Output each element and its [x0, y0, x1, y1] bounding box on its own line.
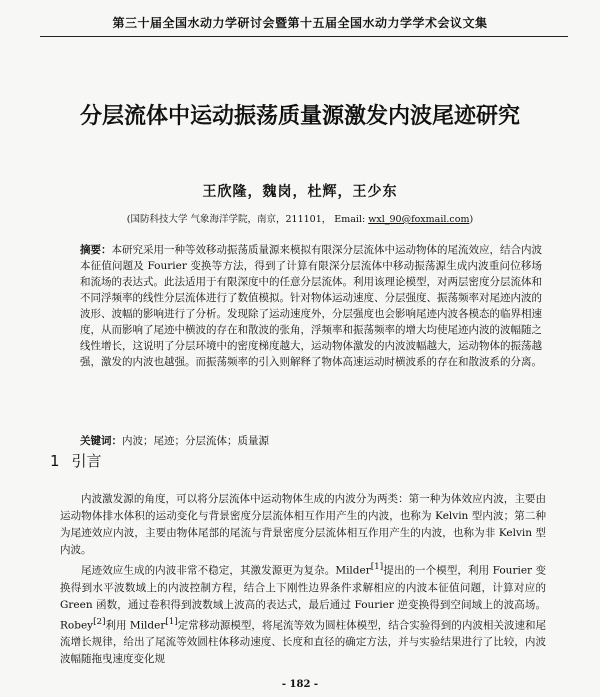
citation-ref[interactable]: [1]	[370, 562, 384, 572]
abstract-label: 摘要：	[80, 244, 112, 256]
paper-authors: 王欣隆，魏岗，杜辉，王少东	[202, 184, 398, 200]
citation-ref[interactable]: [1]	[165, 616, 178, 627]
body-paragraph	[60, 559, 546, 668]
section-number: 1	[50, 452, 60, 470]
affiliation-end: )	[469, 214, 474, 225]
keywords-text: 内波；尾迹；分层流体；质量源	[122, 435, 269, 447]
section-heading	[50, 450, 102, 471]
paper-title: 分层流体中运动振荡质量源激发内波尾迹研究	[79, 104, 520, 129]
affiliation-text: (国防科技大学 气象海洋学院，南京，211101， Email:	[126, 214, 369, 225]
paragraph-text: 利用 Milder	[105, 619, 166, 631]
header-rule	[40, 36, 568, 37]
citation-ref[interactable]: [2]	[93, 616, 106, 627]
page-number: - 182 -	[281, 679, 319, 690]
abstract-text: 本研究采用一种等效移动振荡质量源来模拟有限深分层流体中运动物体的尾流效应，结合内波本征值问题及 Fourier 变换等方法，得到了计算有限深分层流体中移动振荡源生成内波重问位移场和流场的表达式。此法适用于有限深度中的任意分层流体。利用该理论模型，对两层密度分层流体和不同浮频率的线性分层流体进行了数值模拟。针对物体运动速度、分层强度、振荡频率对尾迹内波的波形、波幅的影响进行了分析。发现除了运动速度外，分层强度也会影响尾迹内波各模态的临界相速度，从而影响了尾迹中横波的存在和散波的张角，浮频率和振荡频率的增大均使尾迹内波的波幅随之线性增长，这说明了分层环境中的密度梯度越大，运动物体激发的内波波幅越大，运动物体的振荡越强，激发的内波也越强。而振荡频率的引入则解释了物体高速运动时横波系的存在和散波系的分离。	[80, 244, 542, 368]
paragraph-text: 定常移动源模型，将尾流等效为圆柱体模型，结合实验得到的内波相关波速和尾流增长规律，给出了尾流等效圆柱体移动速度、长度和直径的确定方法，并与实验结果进行了比较，内波波幅随拖曳速度变化规	[60, 619, 546, 665]
keywords	[80, 433, 542, 449]
paragraph-text: 提出的一个模型，利用 Fourier 变换得到水平波数域上的内波控制方程，结合上下刚性边界条件求解相应的内波本征值问题，计算对应的 Green 函数，通过卷积得到波数域上波高的表达式，最后通过 Fourier 逆变换得到空间域上的波高场。Robey	[60, 564, 546, 631]
running-head: 第三十届全国水动力学研讨会暨第十五届全国水动力学学术会议文集	[112, 16, 488, 30]
email-link[interactable]: wxl_90@foxmail.com	[368, 214, 470, 225]
affiliation	[40, 211, 560, 225]
keywords-label: 关键词：	[80, 435, 122, 447]
abstract	[80, 242, 542, 370]
paragraph-text: 尾迹效应生成的内波非常不稳定，其激发源更为复杂。Milder	[81, 564, 371, 577]
body-paragraph: 内波激发源的角度，可以将分层流体中运动物体生成的内波分为两类：第一种为体效应内波，主要由运动物体排水体积的运动变化与背景密度分层流体相互作用产生的内波，也称为 Kelvin 型内波；第二种为尾迹效应内波，主要由物体尾部的尾流与背景密度分层流体相互作用产生的内波，也称为非 Kelvin 型内波。	[60, 493, 546, 556]
section-title: 引言	[71, 452, 102, 470]
